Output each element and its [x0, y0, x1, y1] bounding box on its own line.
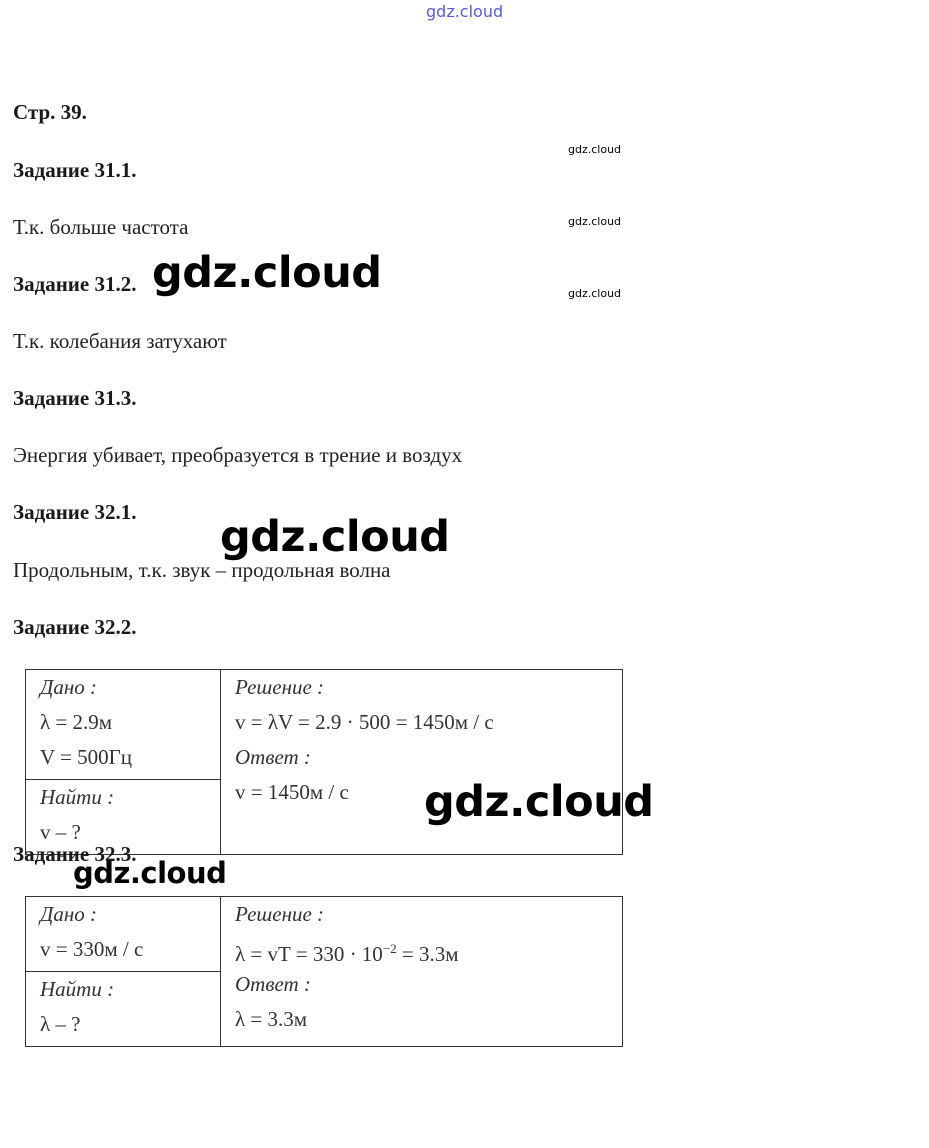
solution-label: Решение : [235, 902, 325, 926]
watermark-small: gdz.cloud [568, 287, 622, 300]
given-label: Дано : [40, 902, 98, 926]
given-value: v = 330м / с [40, 937, 144, 961]
task-title: Задание 31.3. [13, 386, 137, 410]
answer-value: v = 1450м / с [235, 780, 349, 804]
task-title: Задание 31.1. [13, 158, 137, 182]
given-cell [26, 897, 221, 972]
task-title: Задание 32.2. [13, 615, 137, 639]
answer-label: Ответ : [235, 972, 311, 996]
solution-exponent: −2 [382, 941, 397, 956]
task-title: Задание 32.1. [13, 500, 137, 524]
page-label: Стр. 39. [13, 100, 87, 124]
solution-formula [235, 934, 608, 969]
watermark-medium: gdz.cloud [73, 856, 227, 890]
answer-value: λ = 3.3м [235, 1007, 308, 1031]
task-answer: Т.к. больше частота [13, 215, 189, 239]
watermark-large: gdz.cloud [220, 512, 450, 562]
find-label: Найти : [40, 785, 115, 809]
solution-table-32-2 [25, 669, 623, 855]
task-answer: Продольным, т.к. звук – продольная волна [13, 558, 391, 582]
watermark-large: gdz.cloud [152, 248, 382, 298]
solution-tail: = 3.3м [396, 942, 459, 966]
task-answer: Энергия убивает, преобразуется в трение и воздух [13, 443, 463, 467]
watermark-small: gdz.cloud [568, 215, 622, 228]
watermark-top: gdz.cloud [426, 2, 504, 21]
find-value: λ – ? [40, 1012, 81, 1036]
watermark-large: gdz.cloud [424, 777, 654, 827]
find-label: Найти : [40, 977, 115, 1001]
find-value: v – ? [40, 820, 81, 844]
solution-formula: v = λV = 2.9 · 500 = 1450м / с [235, 710, 494, 734]
watermark-small: gdz.cloud [568, 143, 622, 156]
task-title: Задание 31.2. [13, 272, 137, 296]
find-cell [26, 972, 221, 1047]
task-answer: Т.к. колебания затухают [13, 329, 227, 353]
solution-cell [221, 897, 623, 1047]
given-label: Дано : [40, 675, 98, 699]
solution-main: λ = vT = 330 · 10 [235, 942, 383, 966]
given-cell [26, 670, 221, 780]
given-value: V = 500Гц [40, 745, 133, 769]
task-title: Задание 32.3. [13, 842, 137, 866]
answer-label: Ответ : [235, 745, 311, 769]
solution-table-32-3 [25, 896, 623, 1047]
solution-label: Решение : [235, 675, 325, 699]
given-value: λ = 2.9м [40, 710, 113, 734]
